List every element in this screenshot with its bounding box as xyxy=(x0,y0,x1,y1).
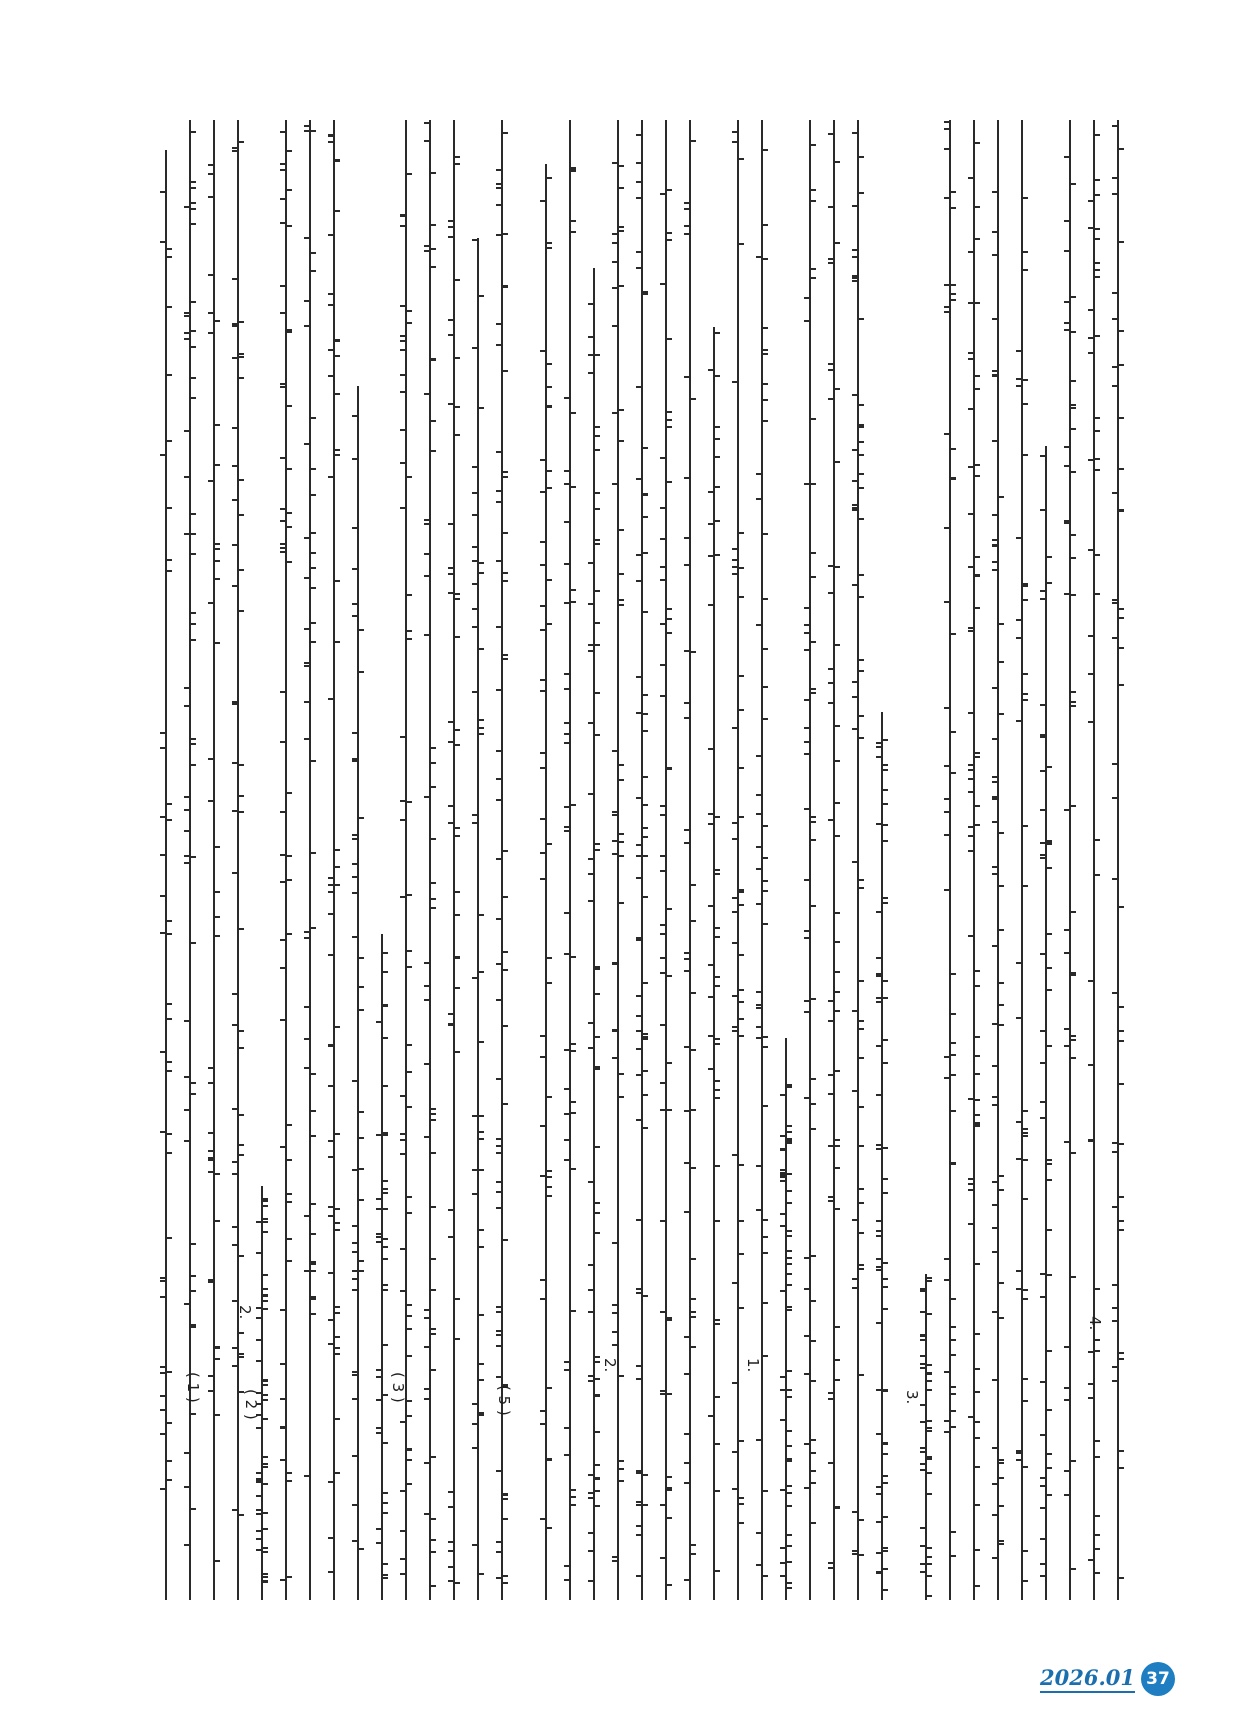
script-line xyxy=(660,120,672,1600)
script-line xyxy=(352,386,364,1600)
script-line xyxy=(472,238,484,1600)
script-line xyxy=(1016,120,1028,1600)
text-column-right xyxy=(920,120,1135,1600)
script-line xyxy=(852,120,864,1600)
section-marker-mid-3: 3. xyxy=(903,1390,921,1405)
item-marker-5: ( 5 ) xyxy=(495,1385,513,1416)
script-line xyxy=(920,1274,932,1600)
script-line xyxy=(968,120,980,1600)
script-line xyxy=(684,120,696,1600)
section-marker-mid-2: 2. xyxy=(601,1358,619,1373)
section-marker-left-2: 2. xyxy=(236,1305,254,1320)
item-marker-2: ( 2 ) xyxy=(242,1389,260,1420)
script-line xyxy=(232,120,244,1600)
script-line xyxy=(448,120,460,1600)
script-line xyxy=(780,1038,792,1600)
issue-label: 2026.01 xyxy=(1040,1665,1135,1693)
item-marker-3: ( 3 ) xyxy=(389,1372,407,1403)
script-line xyxy=(496,120,508,1600)
script-line xyxy=(804,120,816,1600)
script-line xyxy=(636,120,648,1600)
script-line xyxy=(1040,446,1052,1600)
script-line xyxy=(328,120,340,1600)
section-marker-mid-1: 1. xyxy=(744,1358,762,1373)
script-line xyxy=(588,268,600,1600)
script-line xyxy=(424,120,436,1600)
script-line xyxy=(708,327,720,1600)
page-footer xyxy=(1040,1662,1175,1696)
text-column-middle xyxy=(540,120,900,1600)
script-line xyxy=(876,712,888,1600)
script-line xyxy=(280,120,292,1600)
script-line xyxy=(944,120,956,1600)
script-line xyxy=(756,120,768,1600)
text-column-left xyxy=(160,120,520,1600)
script-line xyxy=(612,120,624,1600)
section-marker-right-4: 4. xyxy=(1086,1316,1104,1331)
script-line xyxy=(732,120,744,1600)
script-line xyxy=(540,164,552,1600)
script-line xyxy=(160,150,172,1600)
script-line xyxy=(1112,120,1124,1600)
script-line xyxy=(992,120,1004,1600)
script-line xyxy=(828,120,840,1600)
script-line xyxy=(1064,120,1076,1600)
item-marker-1: ( 1 ) xyxy=(184,1372,202,1403)
script-line xyxy=(376,934,388,1600)
page-number-badge: 37 xyxy=(1141,1662,1175,1696)
script-line xyxy=(208,120,220,1600)
script-line xyxy=(304,120,316,1600)
script-line xyxy=(1088,120,1100,1600)
script-line xyxy=(564,120,576,1600)
